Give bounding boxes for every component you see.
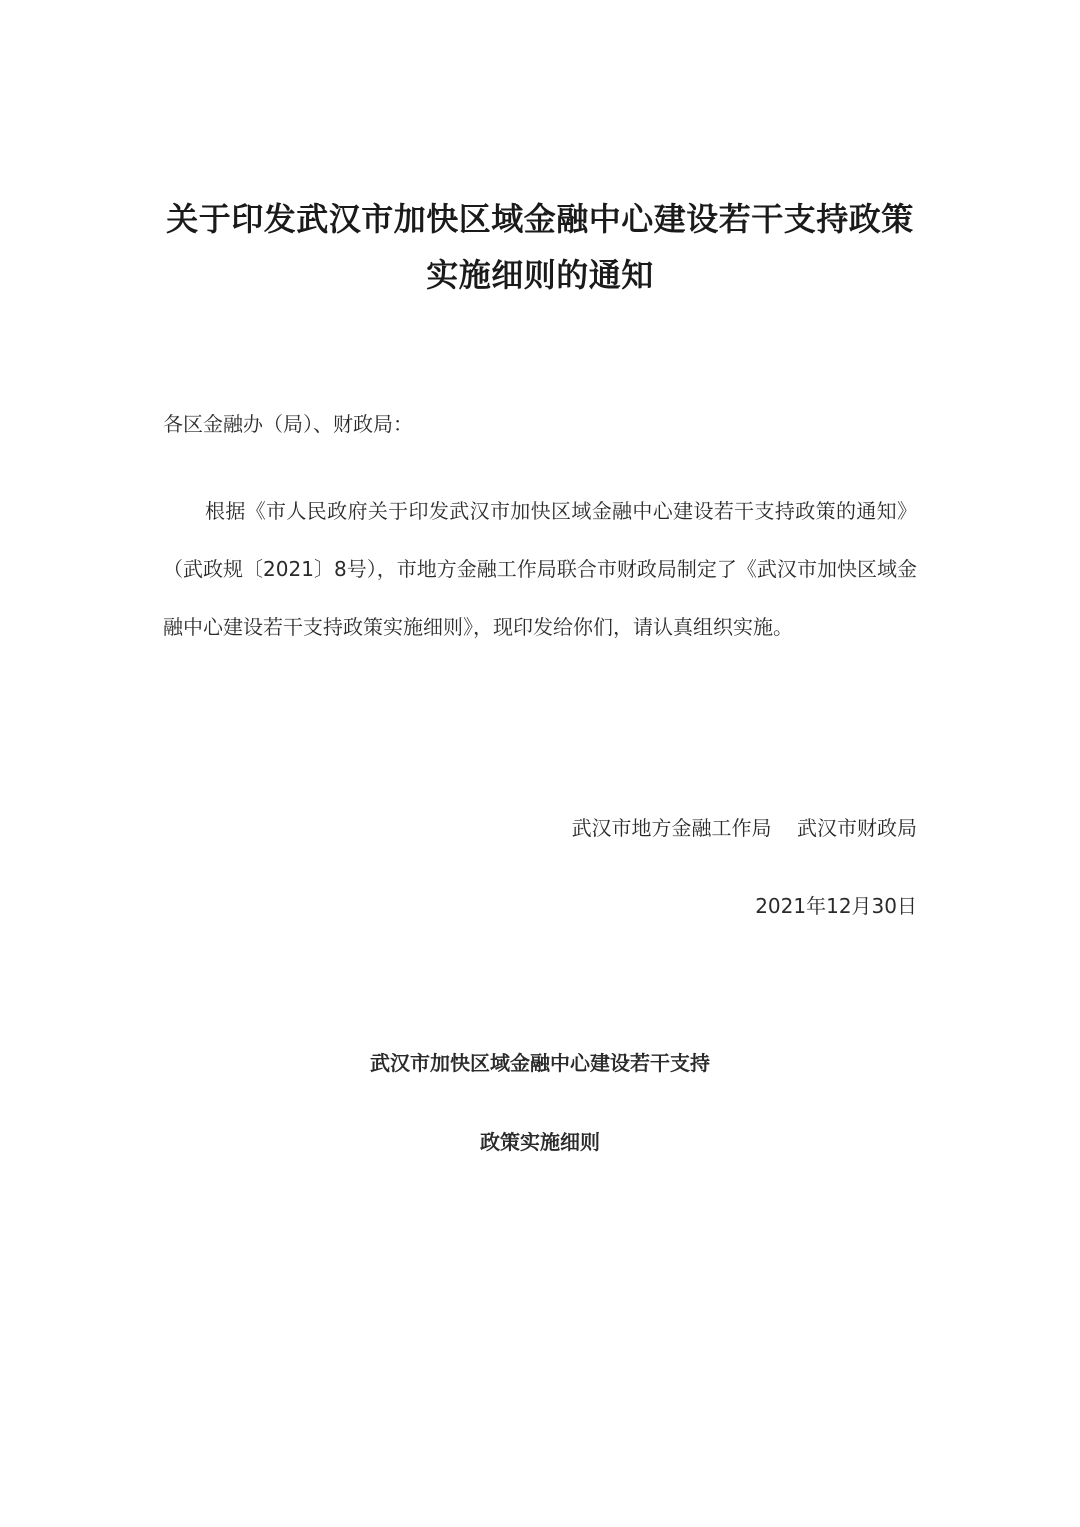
salutation: 各区金融办（局）、财政局： xyxy=(163,412,413,436)
issuer-signature: 武汉市地方金融工作局 武汉市财政局 xyxy=(571,816,917,840)
attachment-title-line-1: 武汉市加快区域金融中心建设若干支持 xyxy=(370,1051,710,1075)
notice-title-line-1: 关于印发武汉市加快区域金融中心建设若干支持政策 xyxy=(166,200,914,238)
issue-date: 2021年12月30日 xyxy=(755,894,917,918)
body-paragraph: 根据《市人民政府关于印发武汉市加快区域金融中心建设若干支持政策的通知》（武政规〔2021〕8号），市地方金融工作局联合市财政局制定了《武汉市加快区域金融中心建设若干支持政策实施细则》，现印发给你们，请认真组织实施。 xyxy=(163,499,917,639)
notice-title-line-2: 实施细则的通知 xyxy=(426,256,654,294)
attachment-title-line-2: 政策实施细则 xyxy=(480,1130,600,1154)
